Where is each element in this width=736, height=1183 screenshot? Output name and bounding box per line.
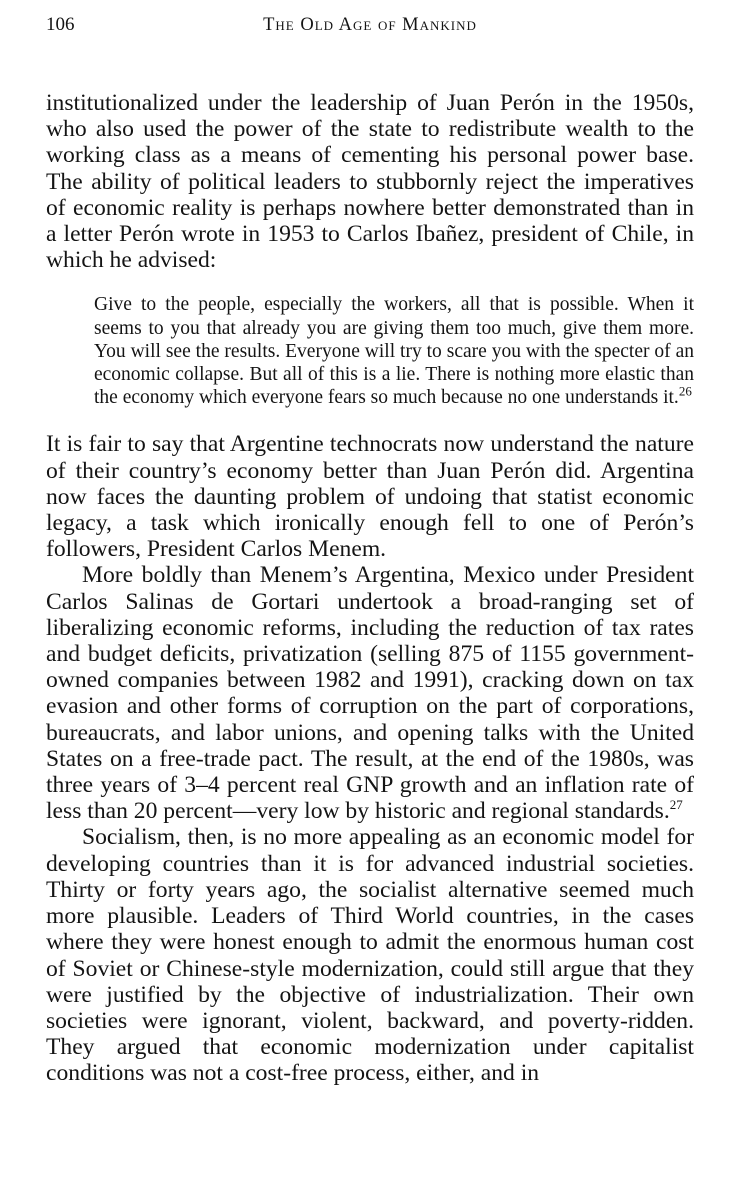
running-head xyxy=(46,14,694,44)
footnote-marker: 27 xyxy=(669,797,683,813)
footnote-marker: 26 xyxy=(678,383,692,399)
body-text xyxy=(46,90,694,1087)
block-quote xyxy=(94,293,694,409)
quote-text: Give to the people, especially the workers, all that is possible. When it seems to you that already you are giving them too much, give them more. You will see the results. Everyone will try to scare you with the specter of an economic collapse. But all of this is a lie. There is nothing more elastic than the economy which everyone fears so much because no one understands it. xyxy=(94,294,694,409)
paragraph-socialism: Socialism, then, is no more appealing as an economic model for developing countries than it is for advanced industrial societies. Thirty or forty years ago, the socialist alternative seemed much more plausible. Leaders of Third World countries, in the cases where they were honest enough to admit the enormous human cost of Soviet or Chinese-style modernization, could still argue that they were justified by the objective of industrialization. Their own societies were ignorant, violent, backward, and poverty-ridden. They argued that economic modernization under capitalist conditions was not a cost-free process, either, and in xyxy=(46,824,694,1087)
book-page xyxy=(46,14,694,1087)
running-title: The Old Age of Mankind xyxy=(263,15,477,35)
paragraph-peron: institutionalized under the leadership of Juan Perón in the 1950s, who also used the power of the state to redistribute wealth to the working class as a means of cementing his personal power base. The ability of political leaders to stubbornly reject the imperatives of economic reality is perhaps nowhere better demonstrated than in a letter Perón wrote in 1953 to Carlos Ibañez, president of Chile, in which he advised: xyxy=(46,90,694,274)
paragraph-argentina: It is fair to say that Argentine technocrats now understand the nature of their country’s economy better than Juan Perón did. Argentina now faces the daunting problem of undoing that statist economic legacy, a task which ironically enough fell to one of Perón’s followers, President Carlos Menem. xyxy=(46,431,694,563)
paragraph-mexico-text: More boldly than Menem’s Argentina, Mexico under President Carlos Salinas de Gortari undertook a broad-ranging set of liberalizing economic reforms, including the reduction of tax rates and budget deficits, privatization (selling 875 of 1155 government-owned companies between 1982 and 1991), cracking down on tax evasion and other forms of corruption on the part of corporations, bureaucrats, and labor unions, and opening talks with the United States on a free-trade pact. The result, at the end of the 1980s, was three years of 3–4 percent real GNP growth and an inflation rate of less than 20 percent—very low by historic and regional standards. xyxy=(46,562,694,825)
paragraph-mexico xyxy=(46,562,694,824)
page-number: 106 xyxy=(46,14,75,35)
